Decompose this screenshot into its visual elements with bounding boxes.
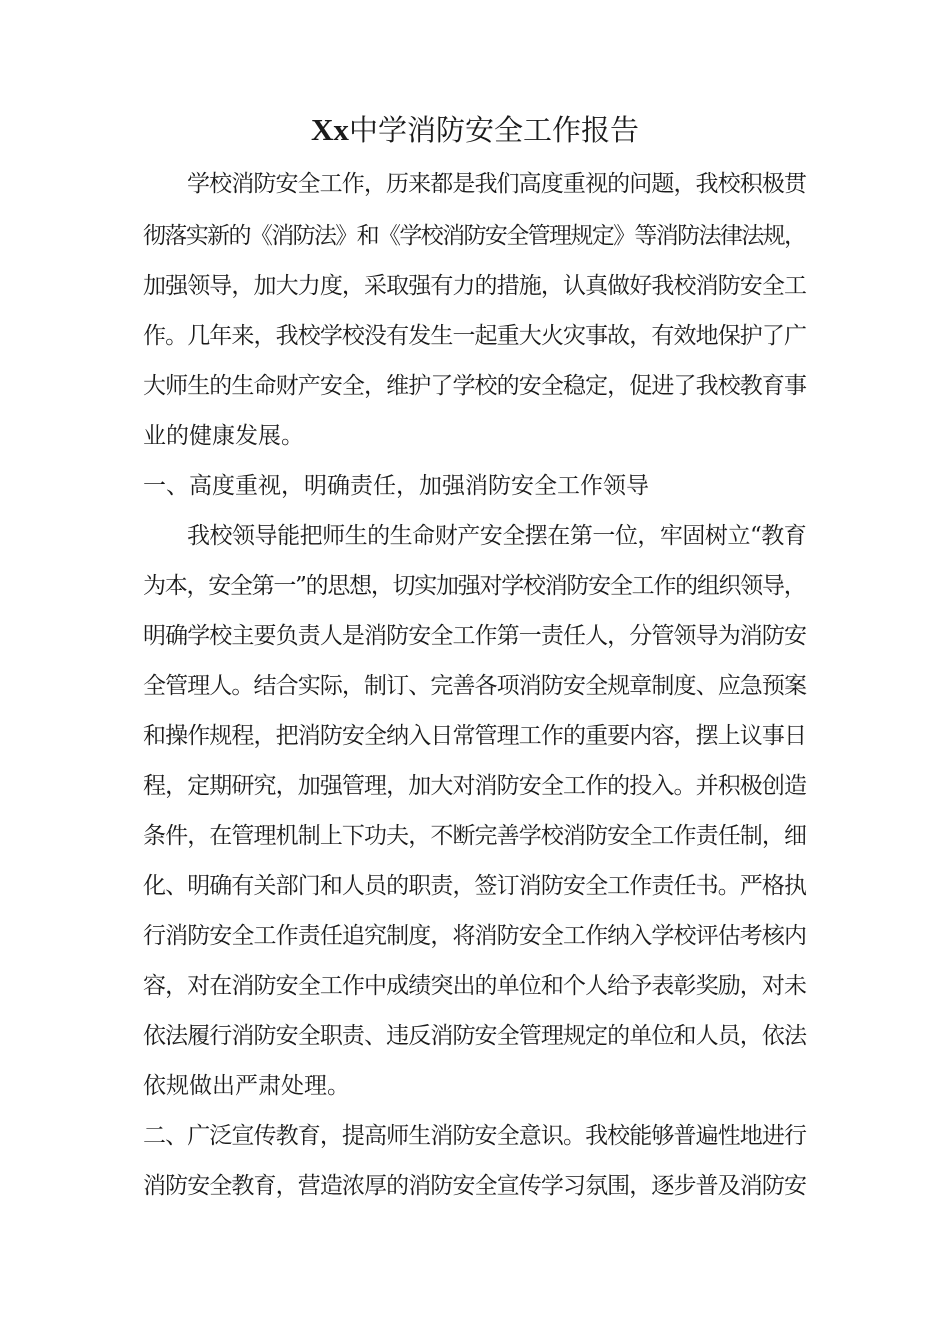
- title-text: 中学消防安全工作报告: [348, 113, 639, 147]
- paragraph-line: 彻落实新的《消防法》和《学校消防安全管理规定》等消防法律法规，: [143, 223, 806, 249]
- paragraph-line: 消防安全教育，营造浓厚的消防安全宣传学习氛围，逐步普及消防安: [143, 1173, 807, 1199]
- document-title: [0, 108, 950, 152]
- paragraph-line: 依规做出严肃处理。: [143, 1073, 350, 1099]
- paragraph-line: 全管理人。结合实际，制订、完善各项消防安全规章制度、应急预案: [143, 673, 807, 699]
- paragraph-line: 学校消防安全工作，历来都是我们高度重视的问题，我校积极贯: [187, 171, 807, 197]
- paragraph-line: 为本，安全第一”的思想，切实加强对学校消防安全工作的组织领导，: [143, 573, 806, 599]
- paragraph-line: 行消防安全工作责任追究制度，将消防安全工作纳入学校评估考核内: [143, 923, 807, 949]
- paragraph-line: 我校领导能把师生的生命财产安全摆在第一位，牢固树立“教育: [187, 523, 807, 549]
- paragraph-line: 业的健康发展。: [143, 423, 304, 449]
- paragraph-line: 加强领导，加大力度，采取强有力的措施，认真做好我校消防安全工: [143, 273, 807, 299]
- title-prefix: Xx: [311, 112, 349, 147]
- paragraph-line: 作。几年来，我校学校没有发生一起重大火灾事故，有效地保护了广: [143, 323, 807, 349]
- paragraph-line: 化、明确有关部门和人员的职责，签订消防安全工作责任书。严格执: [143, 873, 807, 899]
- paragraph-line: 条件，在管理机制上下功夫，不断完善学校消防安全工作责任制，细: [143, 823, 807, 849]
- paragraph-line: 大师生的生命财产安全，维护了学校的安全稳定，促进了我校教育事: [143, 373, 807, 399]
- section-heading: 二、广泛宣传教育，提高师生消防安全意识。我校能够普遍性地进行: [143, 1123, 807, 1149]
- paragraph-line: 和操作规程，把消防安全纳入日常管理工作的重要内容，摆上议事日: [143, 723, 807, 749]
- paragraph-line: 容，对在消防安全工作中成绩突出的单位和个人给予表彰奖励，对未: [143, 973, 807, 999]
- section-heading: 一、高度重视，明确责任，加强消防安全工作领导: [143, 473, 649, 499]
- paragraph-line: 依法履行消防安全职责、违反消防安全管理规定的单位和人员，依法: [143, 1023, 807, 1049]
- paragraph-line: 程，定期研究，加强管理，加大对消防安全工作的投入。并积极创造: [143, 773, 807, 799]
- paragraph-line: 明确学校主要负责人是消防安全工作第一责任人，分管领导为消防安: [143, 623, 807, 649]
